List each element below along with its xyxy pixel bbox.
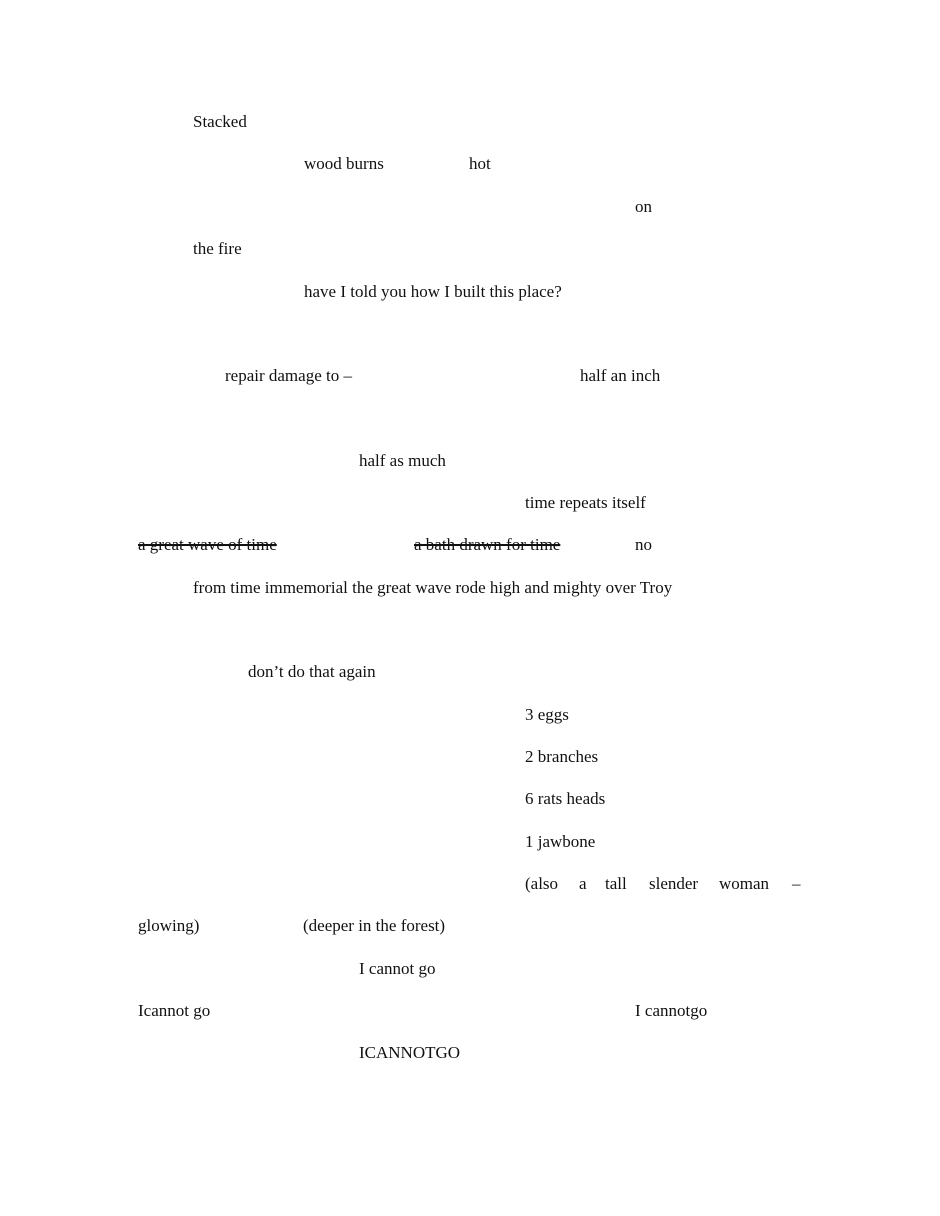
- poem-text-fragment: wood burns: [304, 154, 384, 173]
- poem-text-fragment: I cannotgo: [635, 1001, 708, 1020]
- poem-text-fragment: 3 eggs: [525, 705, 569, 724]
- poem-text-fragment: no: [635, 535, 652, 554]
- poem-text-fragment: from time immemorial the great wave rode high and mighty over Troy: [193, 578, 673, 597]
- poem-text-fragment: Icannot go: [138, 1001, 211, 1020]
- poem-text-fragment: repair damage to –: [225, 366, 352, 385]
- poem-text-fragment: I cannot go: [359, 959, 436, 978]
- poem-text-fragment: don’t do that again: [248, 662, 376, 681]
- struck-text-fragment: a bath drawn for time: [414, 535, 561, 554]
- poem-text-fragment: 6 rats heads: [525, 789, 606, 808]
- poem-text-fragment: on: [635, 197, 652, 216]
- poem-text-fragment: 2 branches: [525, 747, 599, 766]
- poem-text-fragment: tall: [605, 874, 627, 893]
- struck-text-fragment: a great wave of time: [138, 535, 277, 554]
- poem-text-fragment: Stacked: [193, 112, 247, 131]
- poem-text-fragment: (also: [525, 874, 559, 893]
- poem-text-fragment: have I told you how I built this place?: [304, 282, 562, 301]
- poem-text-fragment: a: [579, 874, 587, 893]
- poem-text-fragment: time repeats itself: [525, 493, 646, 512]
- poem-text-fragment: ICANNOTGO: [359, 1043, 461, 1062]
- poem-text-fragment: 1 jawbone: [525, 832, 596, 851]
- poem-text-fragment: the fire: [193, 239, 242, 258]
- poem-text-fragment: slender: [649, 874, 699, 893]
- poem-text-fragment: hot: [469, 154, 491, 173]
- poem-text-fragment: (deeper in the forest): [303, 916, 446, 935]
- poem-text-fragment: half as much: [359, 451, 446, 470]
- poem-text-fragment: –: [792, 874, 801, 893]
- poem-text-fragment: woman: [719, 874, 770, 893]
- poem-text-fragment: half an inch: [580, 366, 661, 385]
- poem-text-fragment: glowing): [138, 916, 200, 935]
